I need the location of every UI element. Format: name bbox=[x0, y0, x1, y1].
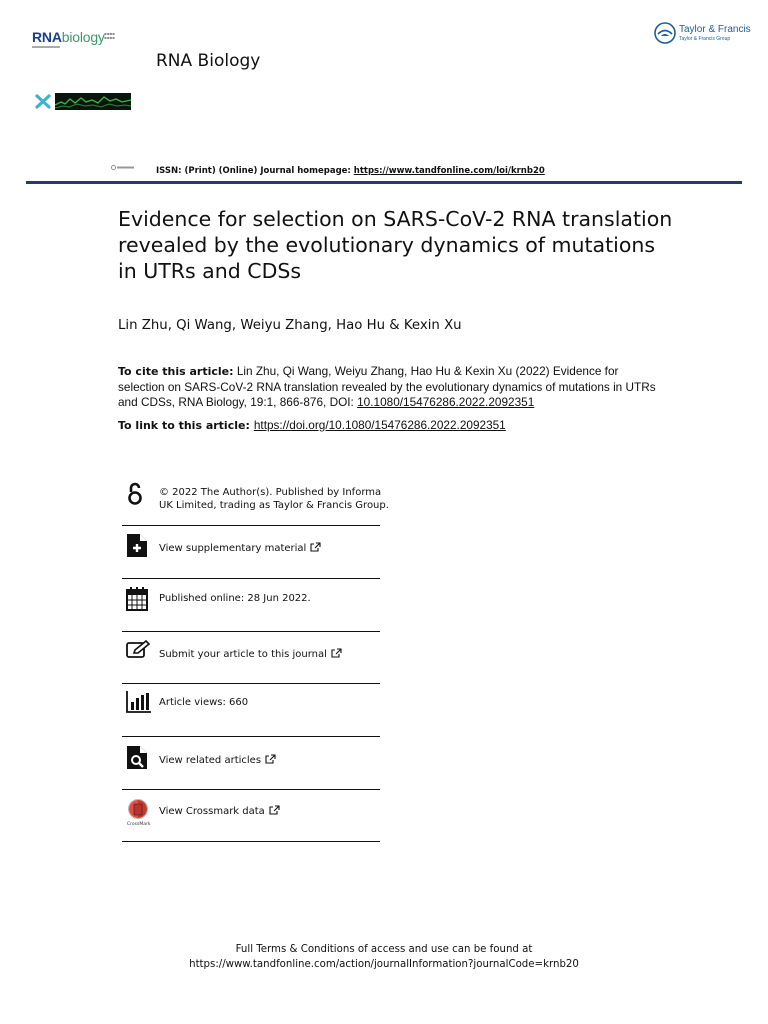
info-divider bbox=[122, 841, 380, 842]
submit-row[interactable] bbox=[122, 640, 380, 666]
external-link-icon bbox=[331, 648, 342, 658]
supplementary-row[interactable] bbox=[122, 533, 380, 563]
supplementary-icon bbox=[126, 533, 148, 558]
published-date: Published online: 28 Jun 2022. bbox=[159, 593, 311, 604]
article-authors: Lin Zhu, Qi Wang, Weiyu Zhang, Hao Hu & Kexin Xu bbox=[118, 318, 462, 333]
info-divider bbox=[122, 631, 380, 632]
calendar-icon bbox=[126, 587, 148, 611]
logo-underline bbox=[32, 46, 60, 48]
taylor-francis-logo-icon bbox=[654, 21, 676, 45]
info-divider bbox=[122, 789, 380, 790]
license-text: © 2022 The Author(s). Published by Informa UK Limited, trading as Taylor & Francis Group. bbox=[159, 487, 389, 511]
citation bbox=[118, 364, 658, 411]
bar-chart-icon bbox=[126, 691, 152, 713]
info-divider bbox=[122, 525, 380, 526]
rna-biology-logo: RNAbiology bbox=[32, 29, 105, 45]
article-views: Article views: 660 bbox=[159, 697, 249, 708]
submit-article-link[interactable]: Submit your article to this journal bbox=[159, 648, 389, 662]
journal-mark-icon bbox=[35, 94, 51, 109]
crossmark-link[interactable]: View Crossmark data bbox=[159, 805, 389, 819]
cite-label: To cite this article: bbox=[118, 365, 234, 378]
mini-publisher-logo-icon bbox=[111, 165, 135, 170]
external-link-icon bbox=[310, 542, 321, 552]
info-divider bbox=[122, 578, 380, 579]
terms-footer bbox=[0, 943, 768, 972]
crossmark-icon bbox=[127, 799, 153, 827]
article-url-link[interactable]: https://doi.org/10.1080/15476286.2022.2092351 bbox=[253, 418, 506, 432]
footer-url-link[interactable]: https://www.tandfonline.com/action/journalInformation?journalCode=krnb20 bbox=[189, 958, 579, 970]
header-divider bbox=[26, 181, 742, 184]
info-divider bbox=[122, 736, 380, 737]
external-link-icon bbox=[265, 754, 276, 764]
issn-line: ISSN: (Print) (Online) Journal homepage: https://www.tandfonline.com/loi/krnb20 bbox=[156, 166, 545, 176]
cover-thumbnail bbox=[55, 93, 131, 110]
related-row[interactable] bbox=[122, 745, 380, 773]
cite-text: Lin Zhu, Qi Wang, Weiyu Zhang, Hao Hu & Kexin Xu (2022) Evidence for selection on SARS-CoV-2 RNA translation revealed by the evolutionary dynamics of mutations in UTRs and CDSs, RNA Biology, 19:1, 866-876, DOI: bbox=[118, 364, 656, 410]
journal-name: RNA Biology bbox=[156, 51, 261, 71]
logo-tagline: ▪▪▪▪ ▪▪▪▪ bbox=[104, 31, 115, 40]
info-divider bbox=[122, 683, 380, 684]
related-articles-link[interactable]: View related articles bbox=[159, 754, 389, 768]
crossmark-icon-caption: CrossMark bbox=[127, 822, 151, 827]
published-row bbox=[122, 587, 380, 613]
related-search-icon bbox=[126, 745, 148, 770]
link-label: To link to this article: bbox=[118, 419, 250, 432]
license-row bbox=[122, 482, 389, 524]
edit-icon bbox=[126, 640, 150, 660]
journal-homepage-link[interactable]: https://www.tandfonline.com/loi/krnb20 bbox=[353, 166, 545, 176]
doi-link[interactable]: 10.1080/15476286.2022.2092351 bbox=[357, 395, 535, 410]
views-row bbox=[122, 691, 380, 717]
article-link-line bbox=[118, 418, 506, 432]
article-title: Evidence for selection on SARS-CoV-2 RNA translation revealed by the evolutionary dynamics of mutations in UTRs and CDSs bbox=[118, 207, 673, 283]
publisher-name: Taylor & Francis bbox=[679, 24, 751, 35]
supplementary-link[interactable]: View supplementary material bbox=[159, 542, 389, 556]
external-link-icon bbox=[269, 805, 280, 815]
footer-line-1: Full Terms & Conditions of access and use can be found at bbox=[235, 944, 533, 955]
crossmark-row[interactable] bbox=[122, 799, 380, 827]
open-access-icon bbox=[126, 482, 144, 506]
publisher-subtitle: Taylor & Francis Group bbox=[679, 36, 731, 42]
